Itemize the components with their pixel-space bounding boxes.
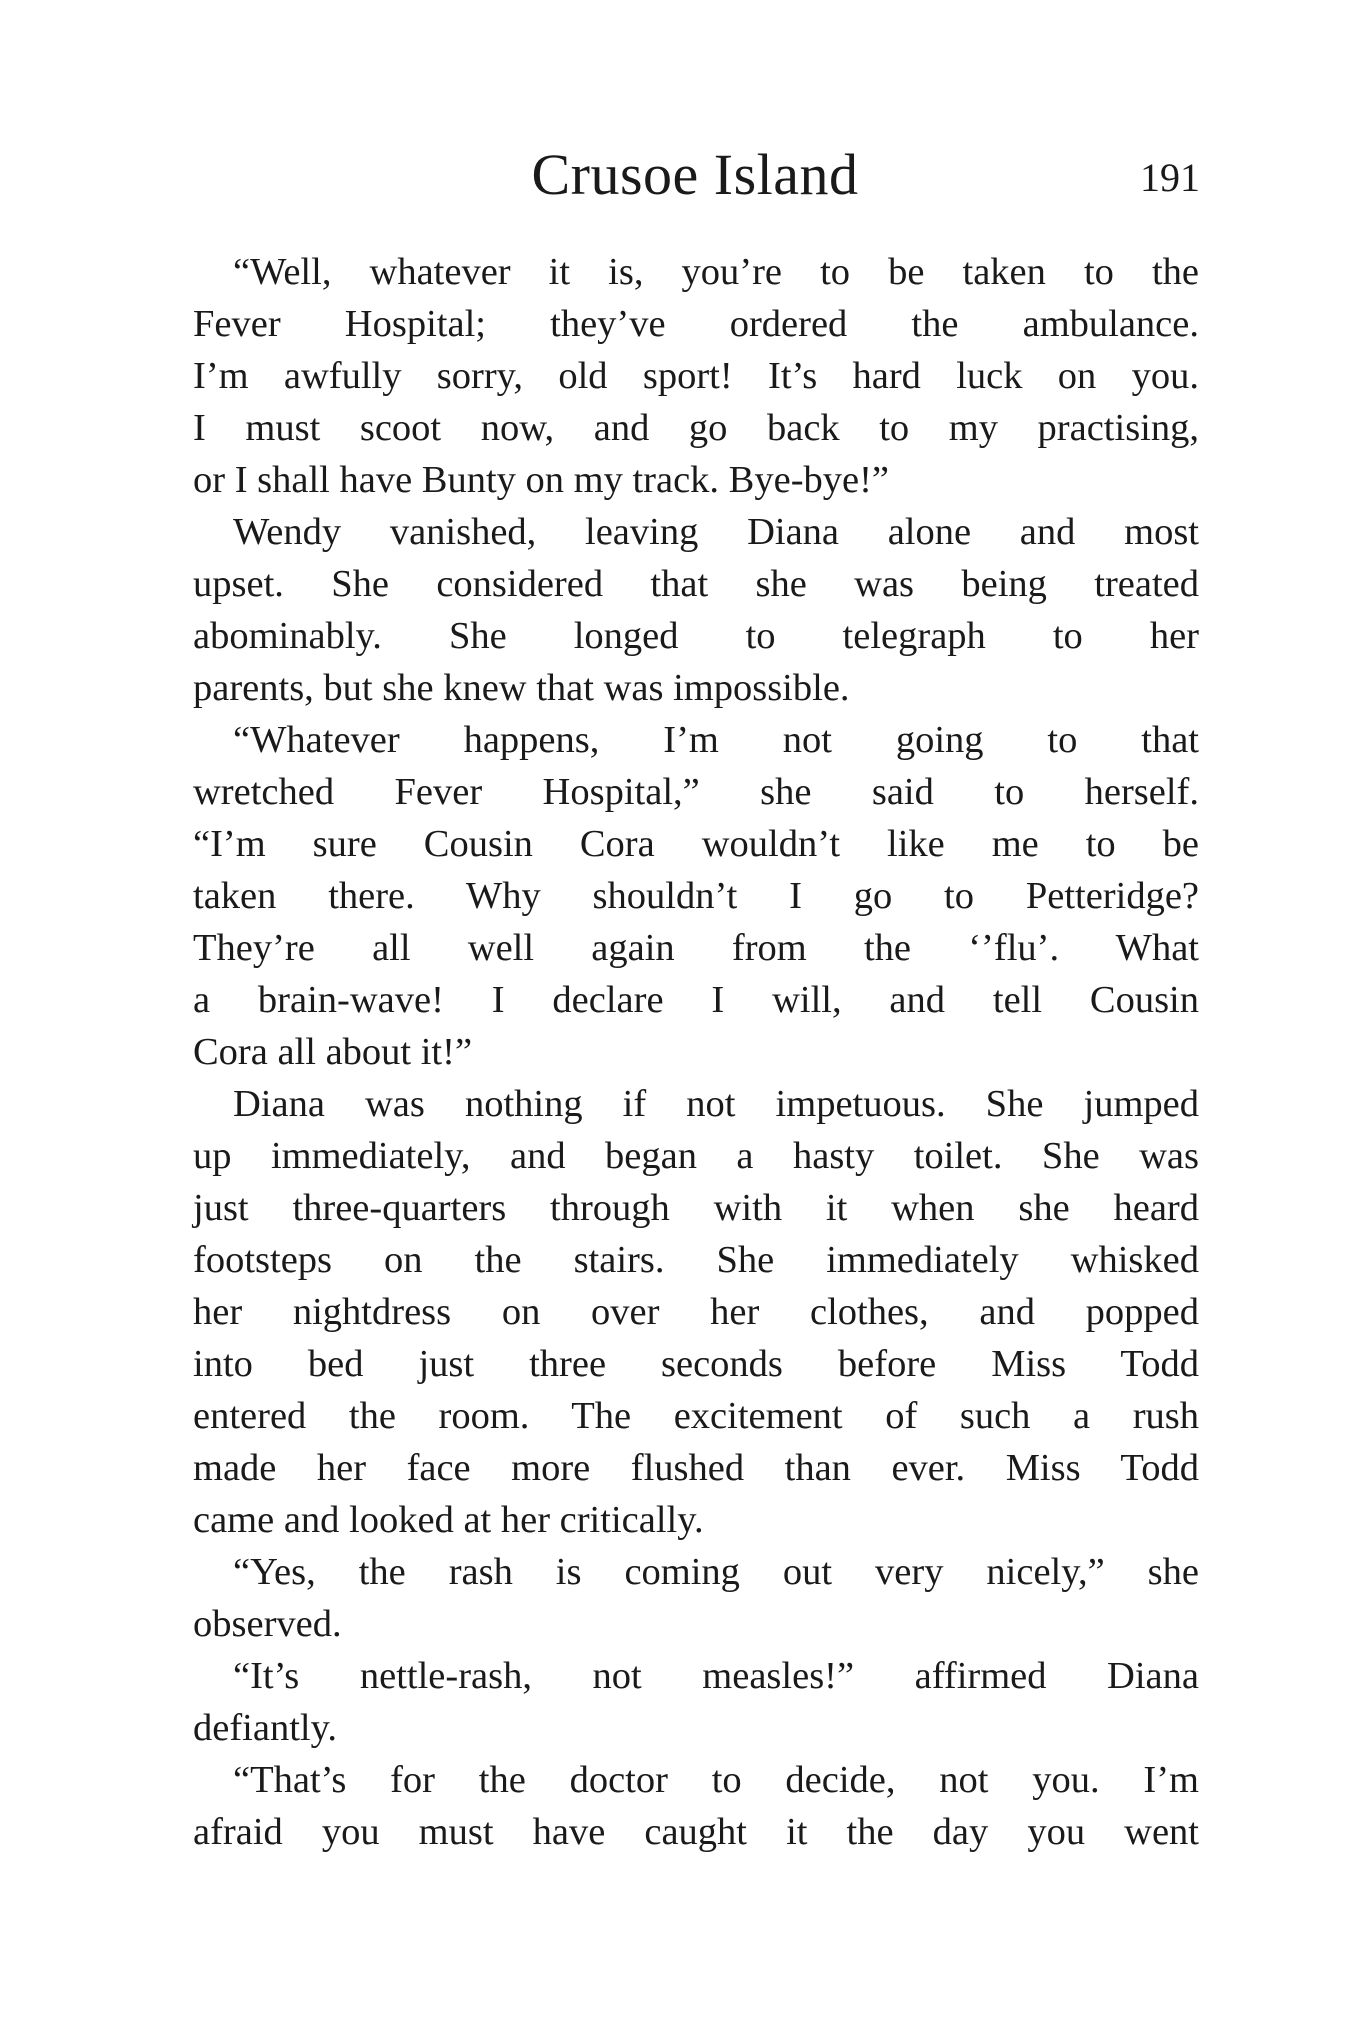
body-text <box>193 246 1199 1858</box>
text-line: or I shall have Bunty on my track. Bye-bye!” <box>193 459 890 501</box>
text-line: “I’m sure Cousin Cora wouldn’t like me to be <box>193 823 1199 865</box>
text-line: wretched Fever Hospital,” she said to herself. <box>193 771 1199 813</box>
text-line: entered the room. The excitement of such a rush <box>193 1395 1199 1437</box>
text-line: parents, but she knew that was impossible. <box>193 667 850 709</box>
text-line: Cora all about it!” <box>193 1031 473 1073</box>
text-line: abominably. She longed to telegraph to her <box>193 615 1199 657</box>
text-line: upset. She considered that she was being treated <box>193 563 1199 605</box>
page-number: 191 <box>1140 155 1200 200</box>
text-line: “Yes, the rash is coming out very nicely,” she <box>233 1551 1199 1593</box>
paragraph <box>193 1546 1199 1650</box>
paragraph <box>193 246 1199 506</box>
text-line: just three-quarters through with it when she heard <box>193 1187 1199 1229</box>
text-line: Diana was nothing if not impetuous. She jumped <box>233 1083 1199 1125</box>
paragraph <box>193 506 1199 714</box>
text-line: “That’s for the doctor to decide, not you. I’m <box>233 1759 1199 1801</box>
text-line: into bed just three seconds before Miss Todd <box>193 1343 1199 1385</box>
text-line: defiantly. <box>193 1707 337 1749</box>
paragraph <box>193 1650 1199 1754</box>
paragraph <box>193 1754 1199 1858</box>
text-line: a brain-wave! I declare I will, and tell Cousin <box>193 979 1199 1021</box>
text-line: her nightdress on over her clothes, and popped <box>193 1291 1199 1333</box>
paragraph <box>193 1078 1199 1546</box>
text-line: “It’s nettle-rash, not measles!” affirmed Diana <box>233 1655 1199 1697</box>
text-line: They’re all well again from the ‘’flu’. What <box>193 927 1199 969</box>
text-line: made her face more flushed than ever. Miss Todd <box>193 1447 1199 1489</box>
running-head <box>190 140 1200 210</box>
text-line: came and looked at her critically. <box>193 1499 704 1541</box>
text-line: Fever Hospital; they’ve ordered the ambulance. <box>193 303 1199 345</box>
text-line: observed. <box>193 1603 342 1645</box>
text-line: I must scoot now, and go back to my practising, <box>193 407 1199 449</box>
text-line: footsteps on the stairs. She immediately whisked <box>193 1239 1199 1281</box>
text-line: up immediately, and began a hasty toilet. She was <box>193 1135 1199 1177</box>
text-line: afraid you must have caught it the day you went <box>193 1811 1199 1853</box>
text-line: “Well, whatever it is, you’re to be taken to the <box>233 251 1199 293</box>
text-line: Wendy vanished, leaving Diana alone and most <box>233 511 1199 553</box>
text-line: taken there. Why shouldn’t I go to Petteridge? <box>193 875 1199 917</box>
text-line: “Whatever happens, I’m not going to that <box>233 719 1199 761</box>
paragraph <box>193 714 1199 1078</box>
text-line: I’m awfully sorry, old sport! It’s hard luck on you. <box>193 355 1199 397</box>
running-head-title: Crusoe Island <box>531 142 859 207</box>
